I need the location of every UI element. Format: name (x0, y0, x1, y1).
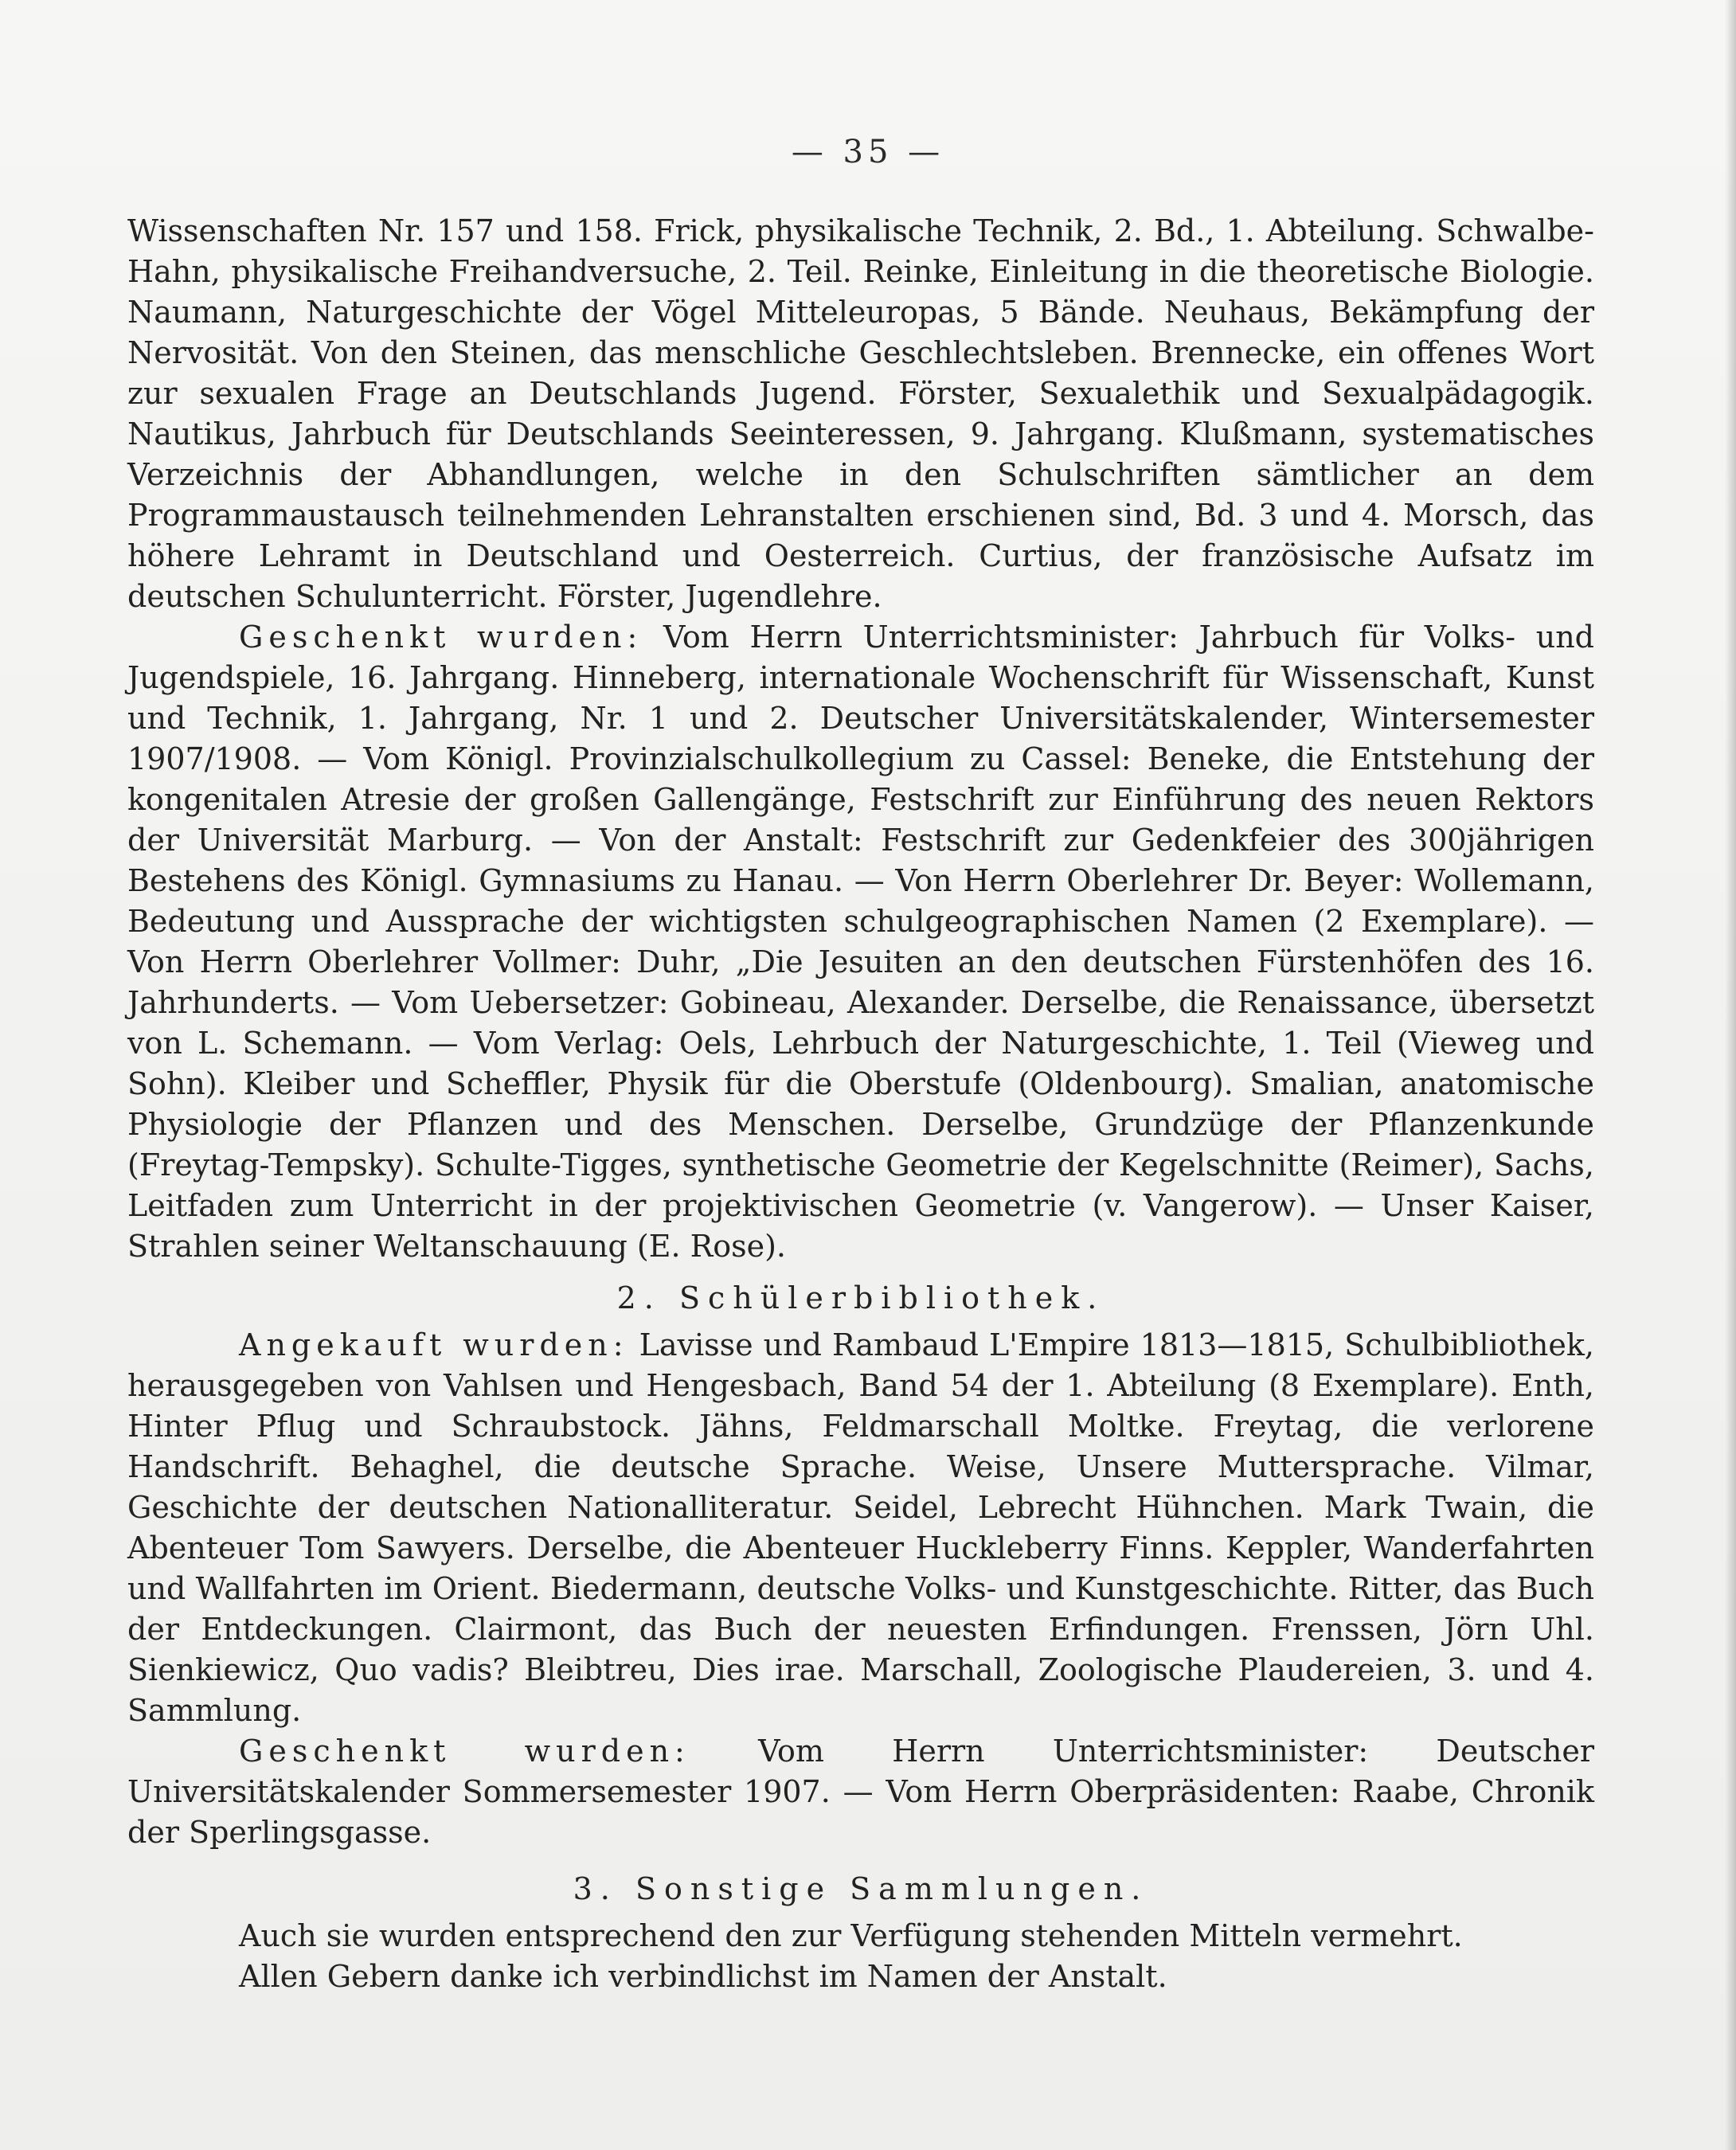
donated-label: Geschenkt wurden: (239, 1734, 690, 1769)
closing-line-1: Auch sie wurden entsprechend den zur Verfügung stehenden Mitteln vermehrt. (239, 1918, 1463, 1953)
donations-label: Geschenkt wurden: (239, 620, 643, 655)
donated-text: Vom Herrn Unterrichtsminister: Deutscher Universitätskalender Sommersemester 1907. — Vom Herrn Oberpräsidenten: Raabe, Chronik der Sperlingsgasse. (127, 1734, 1595, 1850)
student-library-acquisitions (127, 1325, 1594, 1731)
student-library-donations (127, 1731, 1594, 1853)
closing-lines (127, 1916, 1594, 1997)
acquisitions-paragraph: Wissenschaften Nr. 157 und 158. Frick, physikalische Technik, 2. Bd., 1. Abteilung. Schwalbe-Hahn, physikalische Freihandversuche, 2. Teil. Reinke, Einleitung in die theoretische Biologie. Naumann, Naturgeschichte der Vögel Mitteleuropas, 5 Bände. Neuhaus, Bekämpfung der Nervosität. Von den Steinen, das menschliche Geschlechtsleben. Brennecke, ein offenes Wort zur sexualen Frage an Deutschlands Jugend. Förster, Sexualethik und Sexualpädagogik. Nautikus, Jahrbuch für Deutschlands Seeinteressen, 9. Jahrgang. Klußmann, systematisches Verzeichnis der Abhandlungen, welche in den Schulschriften sämtlicher an dem Programmaustausch teilnehmenden Lehranstalten erschienen sind, Bd. 3 und 4. Morsch, das höhere Lehramt in Deutschland und Oesterreich. Curtius, der französische Aufsatz im deutschen Schulunterricht. Förster, Jugendlehre. (127, 213, 1594, 614)
donations-paragraph (127, 617, 1594, 1267)
section-heading-sonstige-sammlungen: 3. Sonstige Sammlungen. (573, 1871, 1149, 1906)
section-heading-schuelerbibliothek: 2. Schülerbibliothek. (616, 1280, 1105, 1315)
page-edge-shadow (1725, 0, 1736, 2150)
closing-line-2: Allen Gebern danke ich verbindlichst im Namen der Anstalt. (239, 1959, 1167, 1994)
page-number: — 35 — (791, 134, 945, 170)
acquired-label: Angekauft wurden: (239, 1327, 629, 1362)
donations-text: Vom Herrn Unterrichtsminister: Jahrbuch für Volks- und Jugendspiele, 16. Jahrgang. Hinneberg, internationale Wochenschrift für Wissenschaft, Kunst und Technik, 1. Jahrgang, Nr. 1 und 2. Deutscher Universitätskalender, Wintersemester 1907/1908. — Vom Königl. Provinzialschulkollegium zu Cassel: Beneke, die Entstehung der kongenitalen Atresie der großen Gallengänge, Festschrift zur Einführung des neuen Rektors der Universität Marburg. — Von der Anstalt: Festschrift zur Gedenkfeier des 300jährigen Bestehens des Königl. Gymnasiums zu Hanau. — Von Herrn Oberlehrer Dr. Beyer: Wollemann, Bedeutung und Aussprache der wichtigsten schulgeographischen Namen (2 Exemplare). — Von Herrn Oberlehrer Vollmer: Duhr, „Die Jesuiten an den deutschen Fürstenhöfen des 16. Jahrhunderts. — Vom Uebersetzer: Gobineau, Alexander. Derselbe, die Renaissance, übersetzt von L. Schemann. — Vom Verlag: Oels, Lehrbuch der Naturgeschichte, 1. Teil (Vieweg und Sohn). Kleiber und Scheffler, Physik für die Oberstufe (Oldenbourg). Smalian, anatomische Physiologie der Pflanzen und des Menschen. Derselbe, Grundzüge der Pflanzenkunde (Freytag-Tempsky). Schulte-Tigges, synthetische Geometrie der Kegelschnitte (Reimer), Sachs, Leitfaden zum Unterricht in der projektivischen Geometrie (v. Vangerow). — Unser Kaiser, Strahlen seiner Weltanschauung (E. Rose). (127, 620, 1594, 1264)
text-body (127, 211, 1594, 1997)
acquired-text: Lavisse und Rambaud L'Empire 1813—1815, Schulbibliothek, herausgegeben von Vahlsen und Hengesbach, Band 54 der 1. Abteilung (8 Exemplare). Enth, Hinter Pflug und Schraubstock. Jähns, Feldmarschall Moltke. Freytag, die verlorene Handschrift. Behaghel, die deutsche Sprache. Weise, Unsere Muttersprache. Vilmar, Geschichte der deutschen Nationalliteratur. Seidel, Lebrecht Hühnchen. Mark Twain, die Abenteuer Tom Sawyers. Derselbe, die Abenteuer Huckleberry Finns. Keppler, Wanderfahrten und Wallfahrten im Orient. Biedermann, deutsche Volks- und Kunstgeschichte. Ritter, das Buch der Entdeckungen. Clairmont, das Buch der neuesten Erfindungen. Frenssen, Jörn Uhl. Sienkiewicz, Quo vadis? Bleibtreu, Dies irae. Marschall, Zoologische Plaudereien, 3. und 4. Sammlung. (127, 1327, 1594, 1728)
